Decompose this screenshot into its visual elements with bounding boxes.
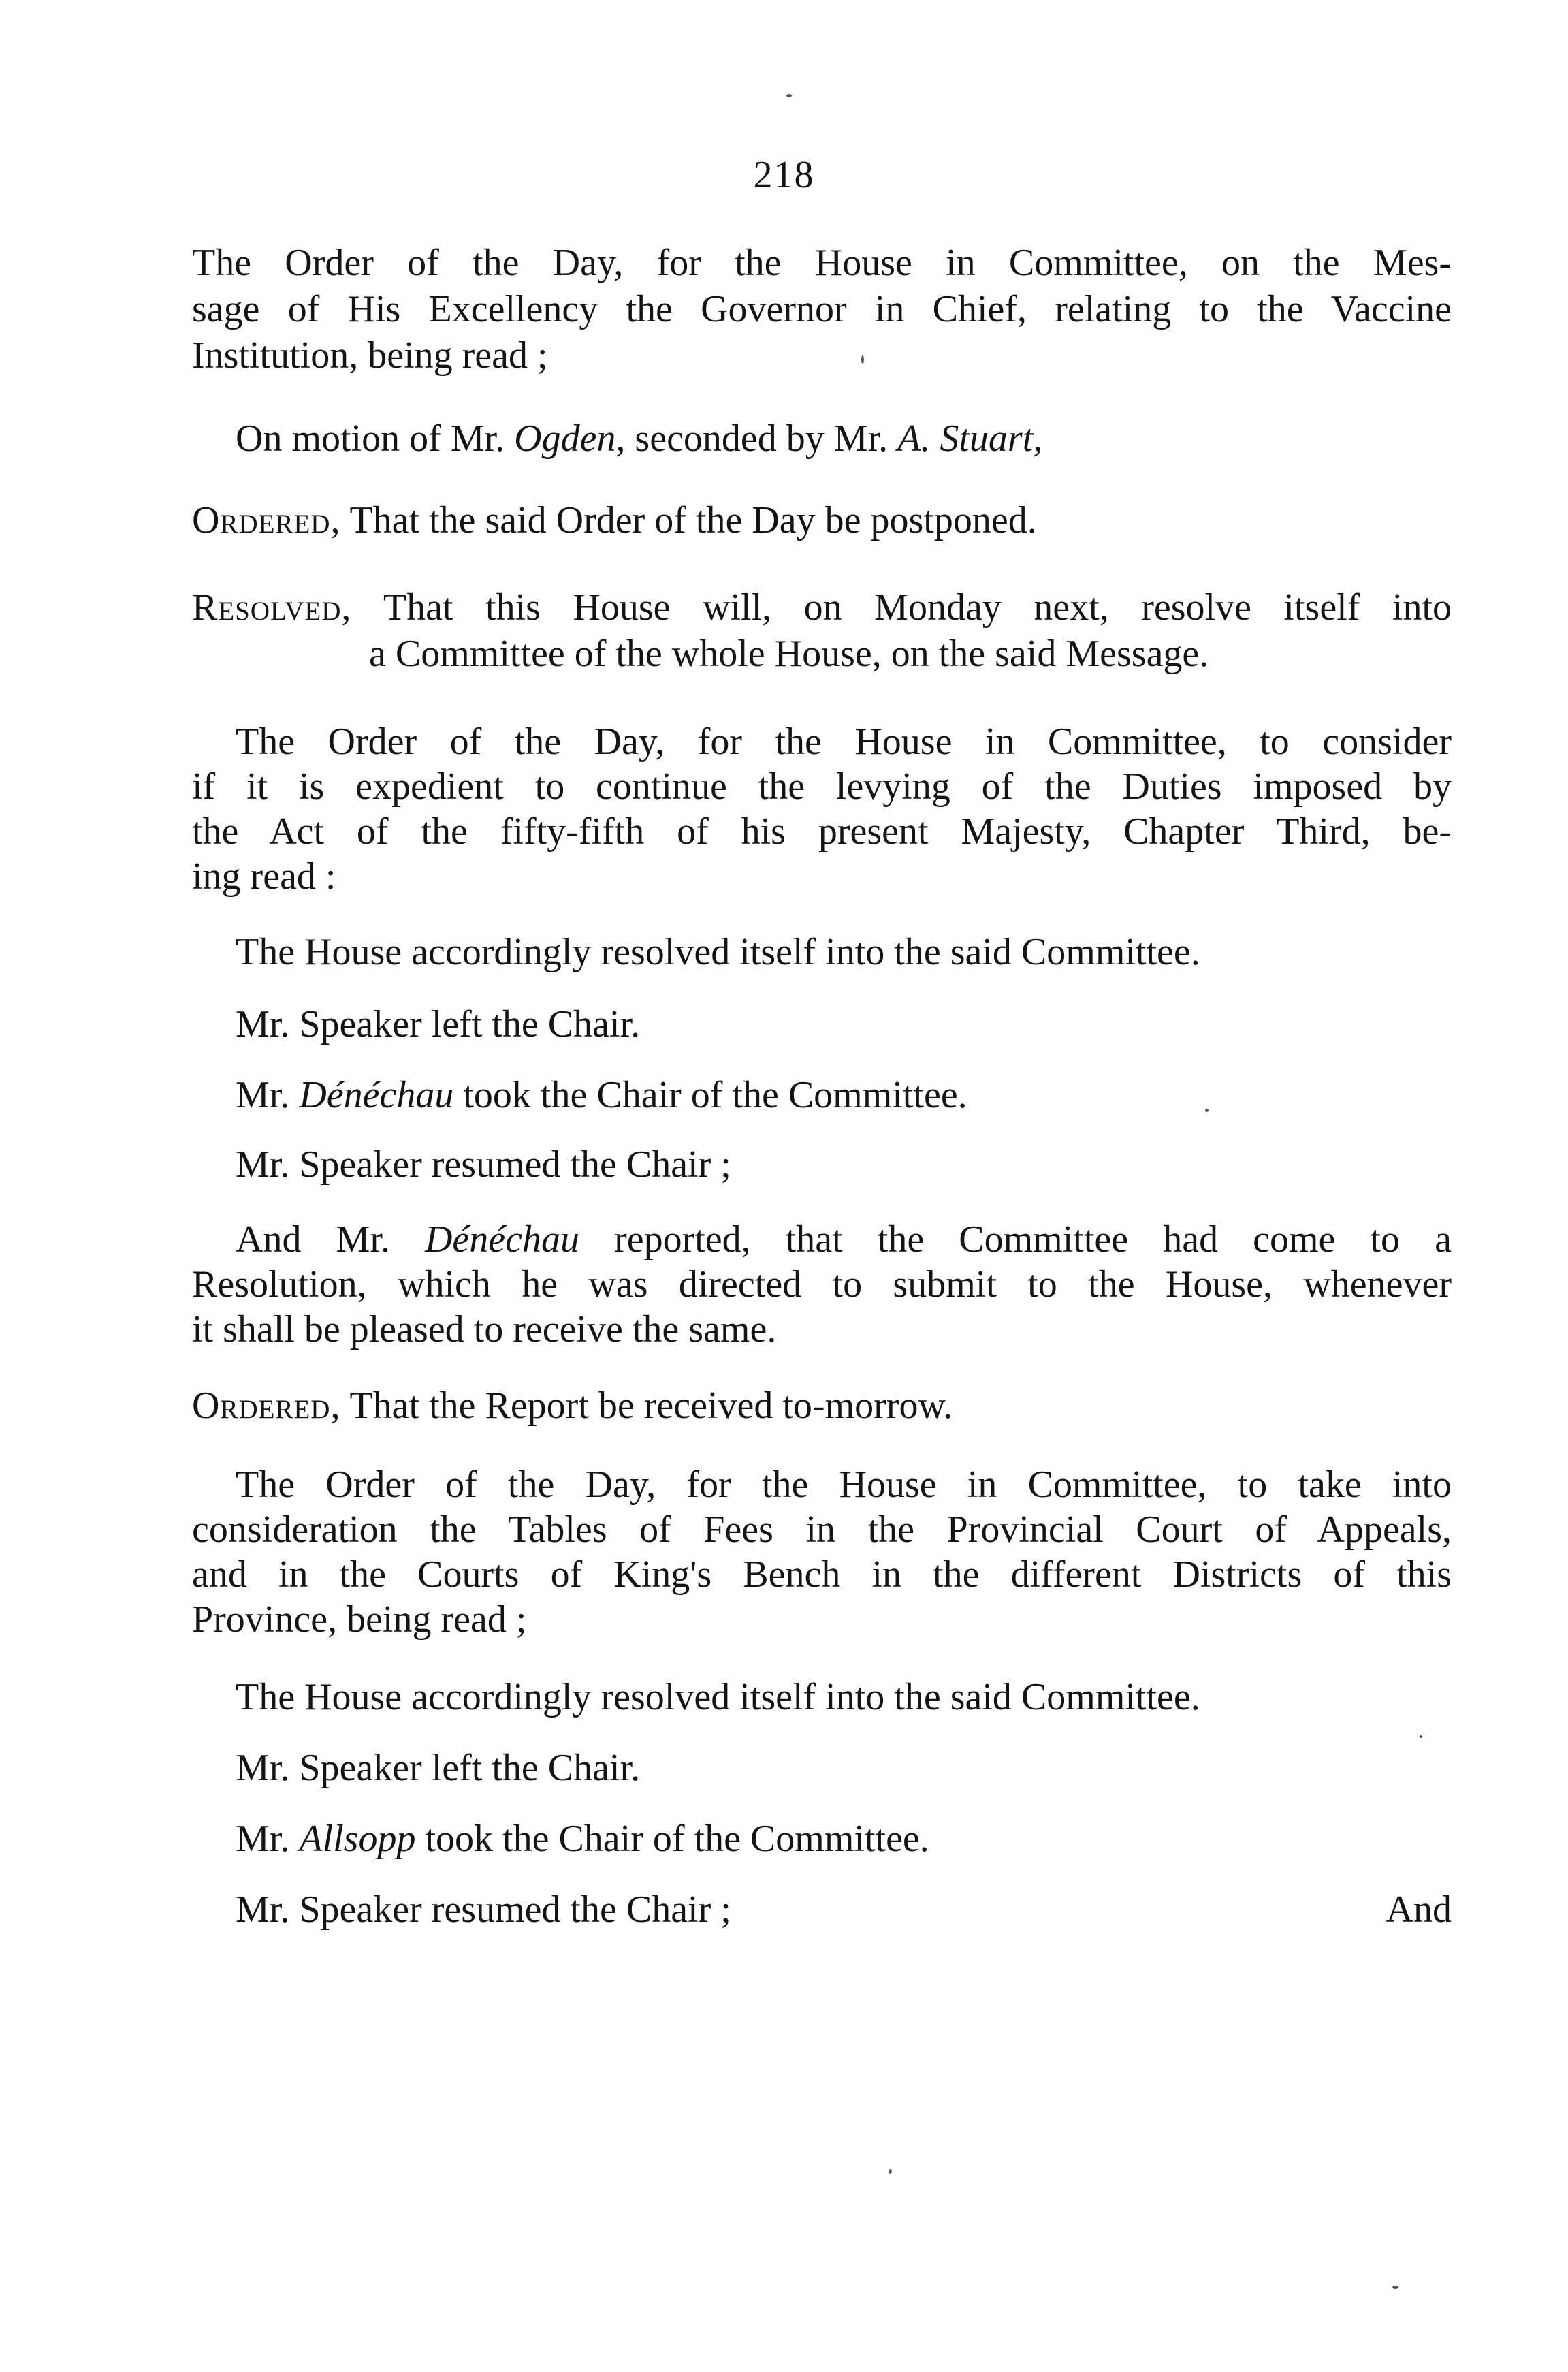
seconded-text: seconded by Mr. xyxy=(625,417,898,460)
order-vaccine-line-1: The Order of the Day, for the House in Committee, on the Mes- xyxy=(192,242,1452,284)
ordered-text: That the said Order of the Day be postponed. xyxy=(340,499,1037,541)
resolved-text: That this House will, on Monday next, resolve itself into xyxy=(351,586,1452,629)
took-chair-2-pre: Mr. xyxy=(236,1818,300,1860)
reported-line-3: it shall be pleased to receive the same. xyxy=(192,1308,777,1350)
chair-name-denechau: Dénéchau xyxy=(299,1074,454,1116)
print-speck xyxy=(1205,1109,1209,1112)
order-fees-line-3: and in the Courts of King's Bench in the different Districts of this xyxy=(192,1553,1452,1596)
order-fees-line-1: The Order of the Day, for the House in Committee, to take into xyxy=(236,1464,1452,1506)
resolved-label: Resolved, xyxy=(192,586,352,629)
page-number: 218 xyxy=(753,154,815,196)
order-vaccine-line-3: Institution, being read ; xyxy=(192,334,548,377)
order-duties-line-4: ing read : xyxy=(192,855,336,898)
chair-name-allsopp: Allsopp xyxy=(299,1818,416,1860)
took-chair-1 xyxy=(236,1072,1452,1118)
house-resolved-1: The House accordingly resolved itself into the said Committee. xyxy=(236,931,1200,973)
house-resolved-2: The House accordingly resolved itself into the said Committee. xyxy=(236,1676,1200,1718)
ordered-postponed xyxy=(192,497,1452,543)
print-speck xyxy=(786,94,792,97)
speaker-left-1: Mr. Speaker left the Chair. xyxy=(236,1003,641,1045)
resolved-line-2: a Committee of the whole House, on the said Message. xyxy=(369,633,1209,675)
print-speck xyxy=(1392,2286,1398,2289)
speaker-resumed-2 xyxy=(236,1886,1452,1933)
print-speck xyxy=(889,2169,892,2174)
motion-text: On motion of Mr. xyxy=(236,417,515,460)
took-chair-2-post: took the Chair of the Committee. xyxy=(415,1818,929,1860)
speaker-resumed-1: Mr. Speaker resumed the Chair ; xyxy=(236,1143,731,1186)
order-duties-line-3: the Act of the fifty-fifth of his present Majesty, Chapter Third, be- xyxy=(192,810,1452,853)
took-chair-2 xyxy=(236,1816,1452,1862)
seconder-name: A. Stuart, xyxy=(897,417,1043,460)
ordered-label: Ordered, xyxy=(192,499,341,541)
reported-pre: And Mr. xyxy=(236,1218,425,1261)
motion-paragraph xyxy=(236,415,1452,462)
resolved-line-1 xyxy=(192,584,1452,631)
ordered-report xyxy=(192,1382,1452,1429)
catchword: And xyxy=(1386,1888,1452,1931)
print-speck xyxy=(1420,1735,1422,1738)
ordered-report-text: That the Report be received to-morrow. xyxy=(340,1385,953,1427)
speaker-left-2: Mr. Speaker left the Chair. xyxy=(236,1747,641,1789)
took-chair-post: took the Chair of the Committee. xyxy=(453,1074,967,1116)
order-duties-line-1: The Order of the Day, for the House in Committee, to consider xyxy=(236,721,1452,763)
print-speck xyxy=(861,355,864,364)
order-fees-line-2: consideration the Tables of Fees in the Provincial Court of Appeals, xyxy=(192,1508,1452,1551)
order-duties-line-2: if it is expedient to continue the levying of the Duties imposed by xyxy=(192,765,1452,808)
reported-line-2: Resolution, which he was directed to submit to the House, whenever xyxy=(192,1263,1452,1306)
order-fees-line-4: Province, being read ; xyxy=(192,1598,527,1641)
ordered-label-2: Ordered, xyxy=(192,1385,341,1427)
reporter-name-denechau: Dénéchau xyxy=(424,1218,579,1261)
took-chair-pre: Mr. xyxy=(236,1074,300,1116)
reported-post: reported, that the Committee had come to a xyxy=(579,1218,1452,1261)
speaker-resumed-2-text: Mr. Speaker resumed the Chair ; xyxy=(236,1888,731,1931)
reported-line-1 xyxy=(236,1216,1452,1263)
mover-name: Ogden, xyxy=(514,417,626,460)
order-vaccine-line-2: sage of His Excellency the Governor in Chief, relating to the Vaccine xyxy=(192,288,1452,330)
